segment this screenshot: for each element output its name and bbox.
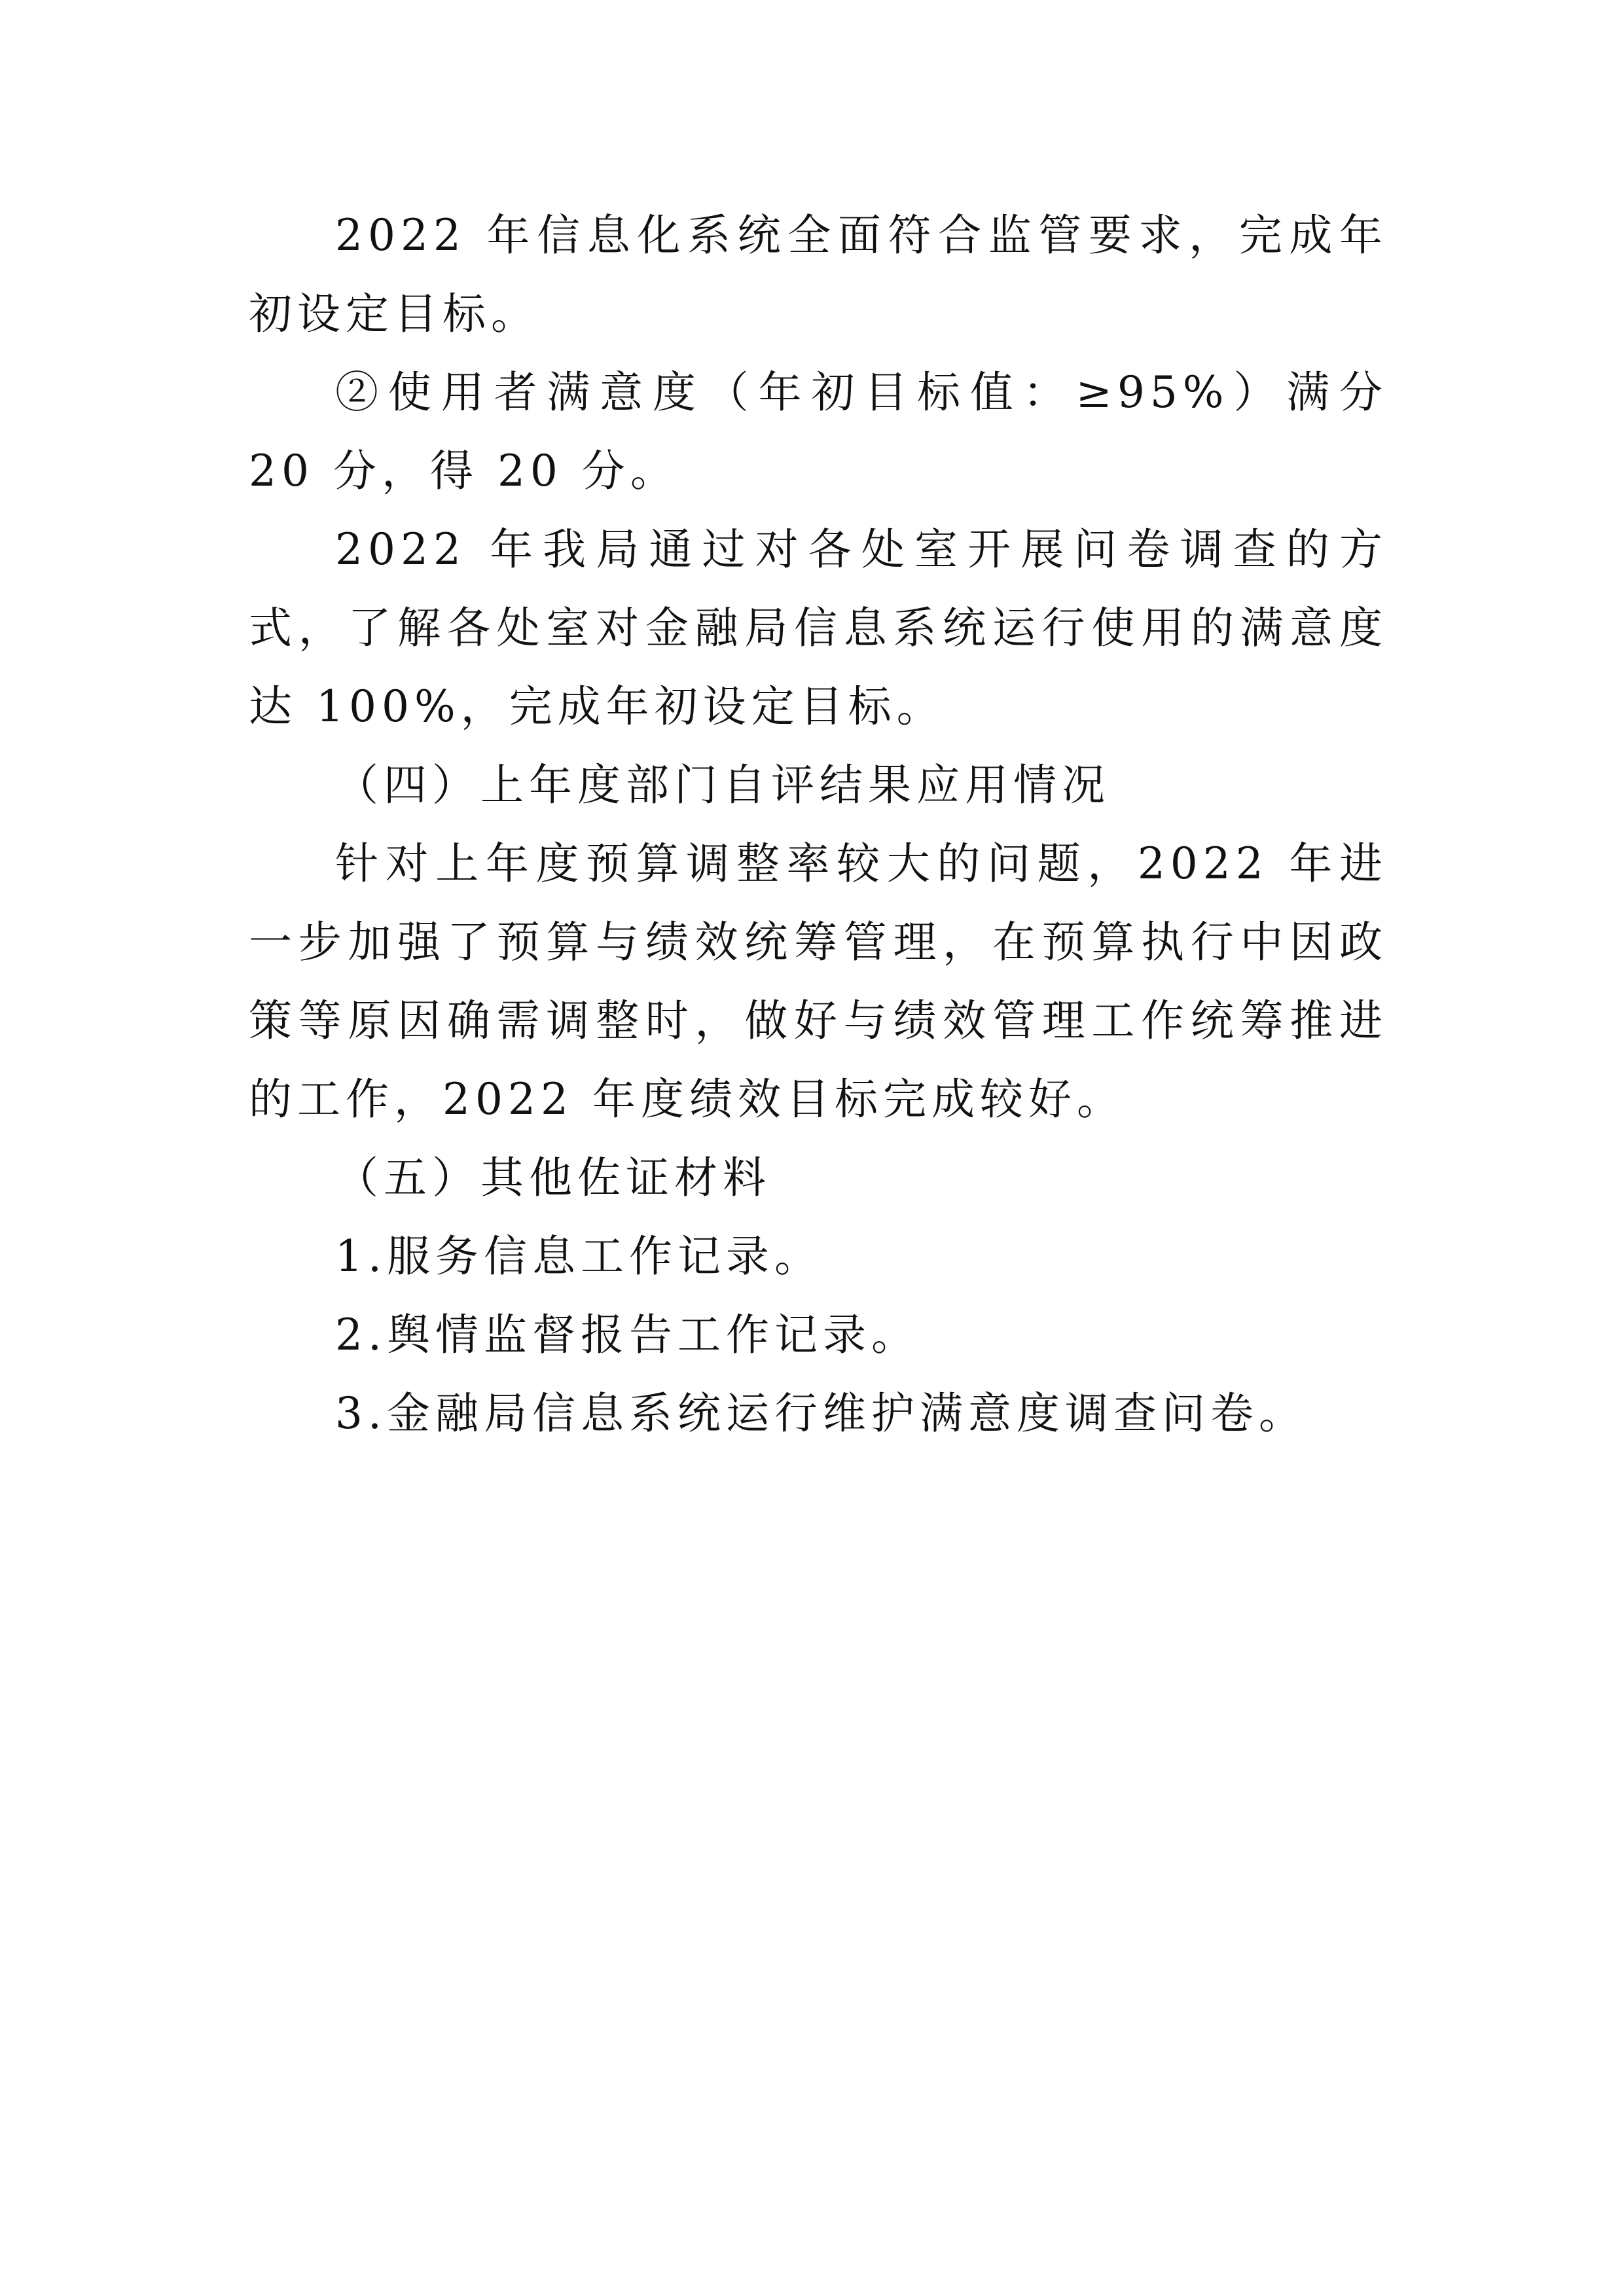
list-item: 2.舆情监督报告工作记录。 <box>335 1310 920 1360</box>
paragraph-self-evaluation-application: 针对上年度预算调整率较大的问题，2022 年进一步加强了预算与绩效统筹管理，在预算执行中因政策等原因确需调整时，做好与绩效管理工作统筹推进的工作，2022 年度绩效目标完成较好。 <box>249 838 1388 1124</box>
paragraph-system-compliance: 2022 年信息化系统全面符合监管要求，完成年初设定目标。 <box>249 210 1388 339</box>
section-heading-supporting-materials: （五）其他佐证材料 <box>335 1153 771 1203</box>
list-item: 1.服务信息工作记录。 <box>335 1231 823 1282</box>
paragraph-user-satisfaction-score: ②使用者满意度（年初目标值：≥95%）满分 20 分，得 20 分。 <box>249 367 1388 496</box>
document-page <box>249 196 1388 1453</box>
list-item: 3.金融局信息系统运行维护满意度调查问卷。 <box>335 1388 1307 1439</box>
paragraph-survey-result: 2022 年我局通过对各处室开展问卷调查的方式，了解各处室对金融局信息系统运行使用的满意度达 100%，完成年初设定目标。 <box>249 524 1388 732</box>
section-heading-self-evaluation: （四）上年度部门自评结果应用情况 <box>335 760 1110 810</box>
